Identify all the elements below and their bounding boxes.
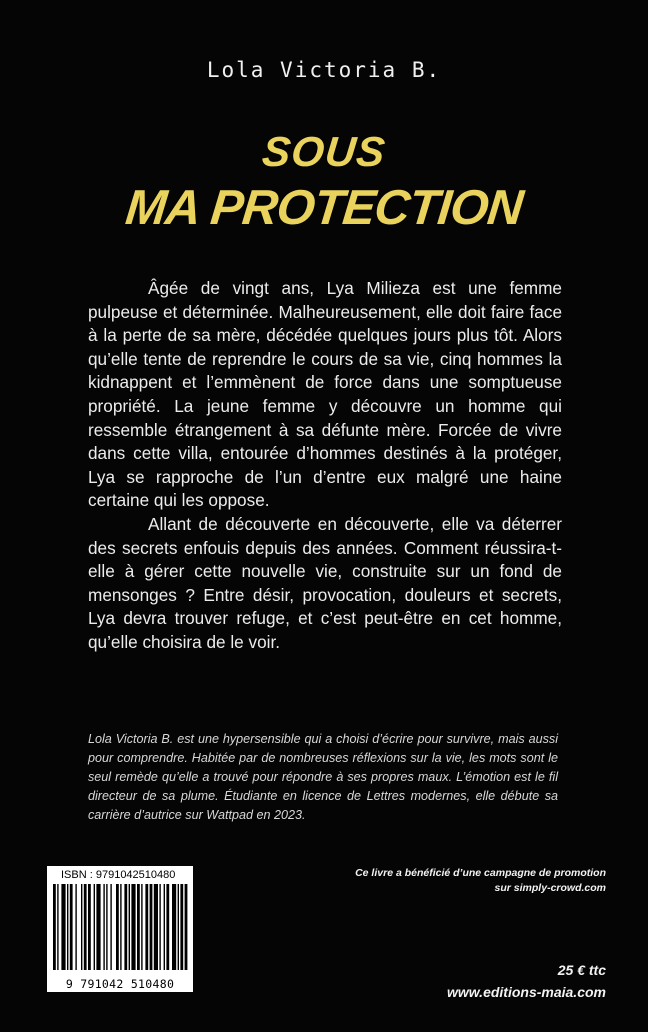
barcode-bar (124, 884, 127, 970)
barcode-bar (180, 884, 183, 970)
promo-line-1: Ce livre a bénéficié d’une campagne de promotion (355, 867, 606, 879)
barcode-bar (166, 884, 169, 970)
barcode-bar (67, 884, 68, 970)
barcode-bar (94, 884, 95, 970)
barcode-bar (106, 884, 107, 970)
blurb-paragraph-2: Allant de découverte en découverte, elle va déterrer des secrets enfouis depuis des années. Comment réussira-t-elle à gérer cette nouvelle vie, construite sur un fond de mensonges ? Entre désir, provocation, douleurs et secrets, Lya devra trouver refuge, et c’est peut-être en cet homme, qu’elle choisira de le voir. (88, 513, 562, 652)
promo-line-2: sur simply-crowd.com (494, 882, 606, 894)
isbn-digits: 9 791042 510480 (65, 977, 175, 991)
barcode-bar (185, 884, 188, 970)
barcode-bar (137, 884, 140, 970)
barcode-bar (103, 884, 104, 970)
barcode-bar (57, 884, 58, 970)
barcode-bar (70, 884, 73, 970)
barcode-bar (178, 884, 179, 970)
barcode-bar (81, 884, 82, 970)
barcode-bar (96, 884, 100, 970)
author-bio: Lola Victoria B. est une hypersensible qui a choisi d’écrire pour survivre, mais aussi pour comprendre. Habitée par de nombreuses réflexions sur la vie, les mots sont le seul remède qu’elle a trouvé pour répondre à ses propres maux. L’émotion est le fil directeur de sa plume. Étudiante en licence de Lettres modernes, elle débute sa carrière d’autrice sur Wattpad en 2023. (88, 732, 558, 822)
barcode-bar (88, 884, 91, 970)
barcode-bar (116, 884, 119, 970)
barcode-bar (164, 884, 165, 970)
barcode-bar (150, 884, 153, 970)
isbn-label: ISBN : 9791042510480 (61, 869, 176, 881)
barcode-bar (154, 884, 158, 970)
barcode-bar (84, 884, 87, 970)
blurb (88, 277, 562, 655)
book-title-line-1: SOUS (260, 128, 389, 175)
barcode-bar (129, 884, 130, 970)
barcode-bar (159, 884, 160, 970)
barcode-bar (75, 884, 76, 970)
author-name: Lola Victoria B. (206, 58, 442, 82)
barcode-bar (141, 884, 142, 970)
blurb-paragraph-1: Âgée de vingt ans, Lya Milieza est une femme pulpeuse et déterminée. Malheureusement, elle doit faire face à la perte de sa mère, décédée quelques jours plus tôt. Alors qu’elle tente de reprendre le cours de sa vie, cinq hommes la kidnappent et l’emmènent de force dans une somptueuse propriété. La jeune femme y découvre un homme qui ressemble étrangement à sa défunte mère. Forcée de vivre dans cette villa, entourée d’hommes destinés à la protéger, Lya se rapproche de l’un d’entre eux malgré une haine certaine qui les oppose. (88, 278, 562, 511)
barcode-bar (131, 884, 135, 970)
price: 25 € ttc (557, 962, 606, 978)
barcode-bars (51, 884, 189, 974)
publisher-website: www.editions-maia.com (447, 984, 606, 1000)
barcode-bar (172, 884, 176, 970)
promo-note (326, 866, 606, 896)
barcode-bar (120, 884, 121, 970)
book-title-line-2: MA PROTECTION (123, 181, 525, 235)
barcode-bar (110, 884, 111, 970)
barcode-bar (53, 884, 56, 970)
barcode-bar (145, 884, 148, 970)
isbn-barcode (47, 866, 193, 992)
barcode-bar (61, 884, 65, 970)
